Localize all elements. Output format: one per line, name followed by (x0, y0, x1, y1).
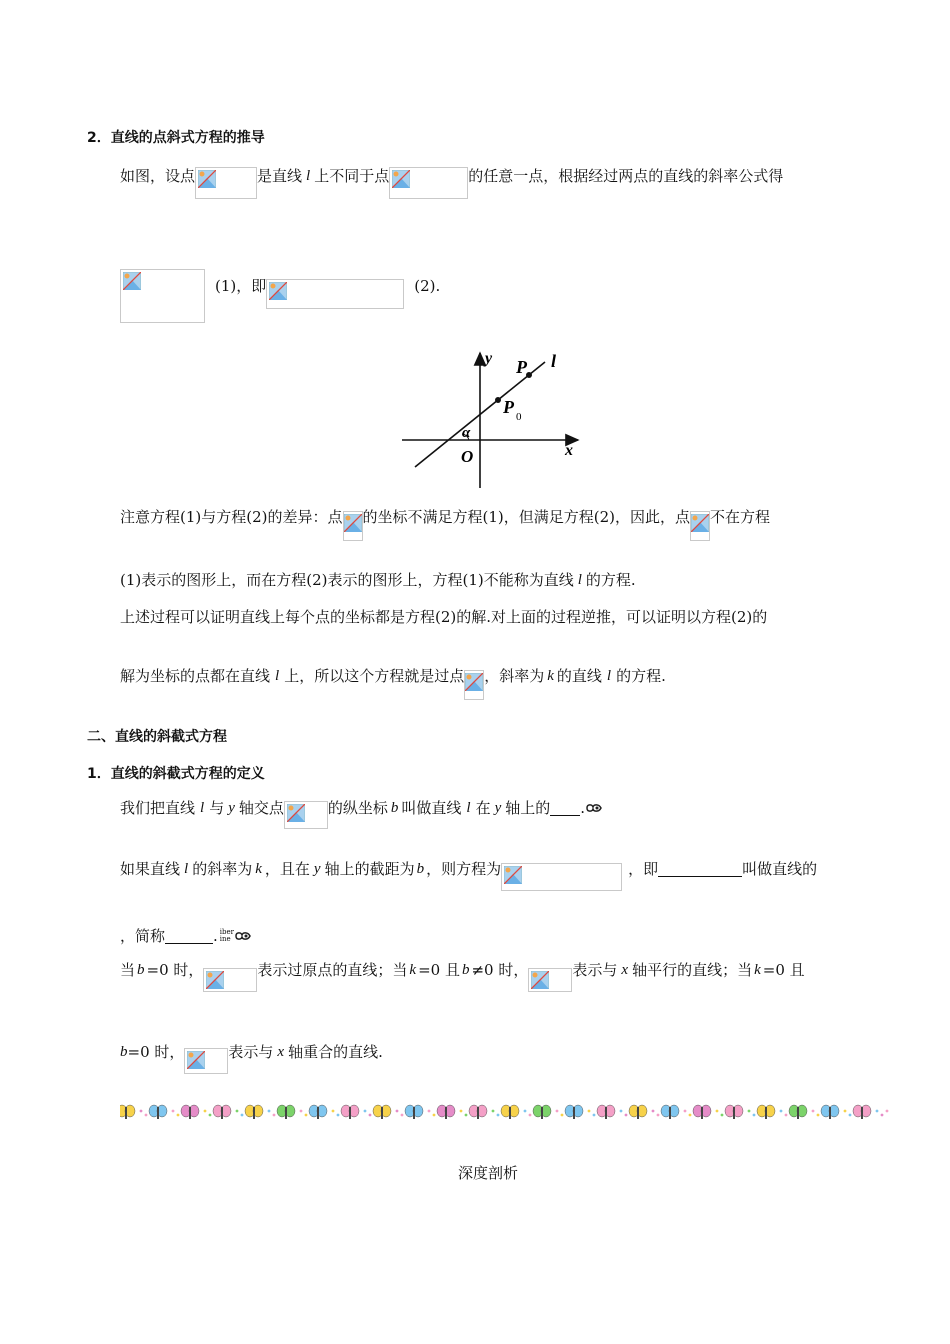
paragraph-line (120, 958, 805, 982)
paragraph-line: 上述过程可以证明直线上每个点的坐标都是方程(2)的解.对上面的过程逆推，可以证明以方程(2)的 (120, 608, 768, 626)
sparkle-dot (812, 1110, 815, 1113)
sparkle-dot (337, 1114, 340, 1117)
broken-image-icon (187, 1051, 205, 1069)
text: 如图，设点 (120, 167, 196, 185)
sparkle-dot (236, 1110, 239, 1113)
butterfly-icon (149, 1105, 167, 1119)
subsection-heading: 1．直线的斜截式方程的定义 (87, 766, 265, 782)
broken-image-icon (465, 673, 483, 691)
math-var: l (184, 861, 189, 877)
text: 如果直线 (120, 860, 181, 878)
text: 当 (120, 961, 136, 979)
fill-blank[interactable] (658, 862, 742, 877)
p0-subscript: 0 (516, 411, 522, 423)
text: ，即 (628, 860, 659, 878)
text: 的方程. (585, 571, 636, 589)
text: 与 (209, 799, 225, 817)
butterfly-icon (437, 1105, 455, 1119)
sparkle-dot (785, 1114, 788, 1117)
text: 的任意一点，根据经过两点的直线的斜率公式得 (468, 167, 784, 185)
sparkle-dot (620, 1110, 623, 1113)
butterfly-icon (501, 1105, 519, 1119)
text: ，简称 (120, 927, 166, 945)
math-var: k (547, 668, 554, 684)
sparkle-dot (332, 1110, 335, 1113)
liberline-logo (220, 929, 234, 943)
paragraph-line (215, 274, 440, 298)
butterfly-icon (725, 1105, 743, 1119)
sparkle-dot (529, 1114, 532, 1117)
sparkle-dot (561, 1114, 564, 1117)
text: 的斜率为 (192, 860, 253, 878)
sparkle-dot (588, 1110, 591, 1113)
logo-text: ine (219, 935, 231, 943)
text: 轴上的截距为 (324, 860, 415, 878)
decorative-border (120, 1100, 890, 1126)
sparkle-dot (593, 1114, 596, 1117)
sparkle-dot (780, 1110, 783, 1113)
butterfly-icon (341, 1105, 359, 1119)
formula-image (195, 167, 257, 199)
section-heading: 二、直线的斜截式方程 (87, 729, 227, 745)
butterfly-icon (853, 1105, 871, 1119)
text: =0 时， (127, 1043, 185, 1061)
formula-image (690, 511, 710, 541)
sparkle-dot (273, 1114, 276, 1117)
math-var: b (390, 800, 399, 816)
sparkle-dot (204, 1110, 207, 1113)
sparkle-dot (716, 1110, 719, 1113)
fill-blank[interactable] (550, 801, 580, 816)
formula-image (284, 801, 328, 829)
broken-image-icon (198, 170, 216, 188)
text: (1)，即 (215, 277, 267, 295)
broken-image-icon (691, 514, 709, 532)
butterfly-icon (821, 1105, 839, 1119)
paragraph-line (120, 505, 770, 529)
paragraph-line (120, 568, 636, 592)
text: ，则方程为 (426, 860, 502, 878)
text: 注意方程(1)与方程(2)的差异：点 (120, 508, 343, 526)
sparkle-dot (844, 1110, 847, 1113)
sparkle-dot (652, 1110, 655, 1113)
sparkle-dot (497, 1114, 500, 1117)
sparkle-dot (396, 1110, 399, 1113)
sparkle-dot (748, 1110, 751, 1113)
text: =0 且 (418, 961, 460, 979)
sparkle-dot (524, 1110, 527, 1113)
logo-text: iber (219, 928, 235, 936)
math-var: y (228, 800, 235, 816)
text: 在 (475, 799, 491, 817)
line-figure (395, 345, 595, 495)
butterfly-icon (565, 1105, 583, 1119)
sparkle-dot (886, 1110, 889, 1113)
text: =0 时， (146, 961, 204, 979)
paragraph-line (120, 796, 603, 820)
text: 的直线 (556, 667, 602, 685)
math-var: k (255, 861, 262, 877)
text: 表示与 (572, 961, 618, 979)
butterfly-icon (533, 1105, 551, 1119)
butterfly-icon (597, 1105, 615, 1119)
text: 轴重合的直线. (288, 1043, 383, 1061)
text: 我们把直线 (120, 799, 196, 817)
text: . (580, 799, 586, 817)
point-p0 (495, 397, 501, 403)
sparkle-dot (369, 1114, 372, 1117)
sparkle-dot (428, 1110, 431, 1113)
text: =0 且 (762, 961, 805, 979)
y-label: y (485, 350, 493, 367)
paragraph-line (120, 664, 666, 688)
link-icon[interactable] (585, 802, 603, 814)
paragraph-line (120, 924, 252, 948)
broken-image-icon (344, 514, 362, 532)
math-var: b (120, 1044, 128, 1060)
sparkle-dot (241, 1114, 244, 1117)
text: 轴平行的直线；当 (632, 961, 753, 979)
butterfly-icon (120, 1105, 135, 1119)
butterfly-icon (181, 1105, 199, 1119)
text: 上不同于点 (314, 167, 390, 185)
sparkle-dot (721, 1114, 724, 1117)
origin-label: O (461, 447, 474, 466)
math-var: b (416, 861, 425, 877)
text: 叫做直线 (401, 799, 462, 817)
butterfly-icon (213, 1105, 231, 1119)
text: 是直线 (257, 167, 303, 185)
sparkle-dot (364, 1110, 367, 1113)
sparkle-dot (849, 1114, 852, 1117)
p-label: P (516, 357, 527, 377)
text: 不在方程 (710, 508, 771, 526)
butterfly-icon (245, 1105, 263, 1119)
text: ≠0 时， (471, 961, 529, 979)
link-icon[interactable] (234, 930, 252, 942)
text: (2). (414, 277, 441, 295)
formula-image (528, 968, 572, 992)
sparkle-dot (145, 1114, 148, 1117)
sparkle-dot (140, 1110, 143, 1113)
butterfly-icon (469, 1105, 487, 1119)
text: 轴交点 (238, 799, 284, 817)
sparkle-dot (657, 1114, 660, 1117)
butterfly-icon (277, 1105, 295, 1119)
sparkle-dot (172, 1110, 175, 1113)
sparkle-dot (401, 1114, 404, 1117)
butterfly-icon (405, 1105, 423, 1119)
butterfly-icon (789, 1105, 807, 1119)
sparkle-dot (556, 1110, 559, 1113)
formula-image (501, 863, 622, 891)
formula-image (266, 279, 404, 309)
broken-image-icon (287, 804, 305, 822)
formula-image (343, 511, 363, 541)
paragraph-line (120, 857, 817, 881)
text: 表示过原点的直线；当 (257, 961, 408, 979)
formula-image (464, 670, 484, 700)
sparkle-dot (465, 1114, 468, 1117)
text: . (213, 927, 218, 945)
sparkle-dot (492, 1110, 495, 1113)
p0-label: P (503, 397, 514, 417)
section-heading: 2．直线的点斜式方程的推导 (87, 130, 265, 146)
math-var: b (137, 962, 145, 978)
broken-image-icon (123, 272, 141, 290)
math-var: l (275, 668, 280, 684)
sparkle-dot (689, 1114, 692, 1117)
sparkle-dot (300, 1110, 303, 1113)
formula-image (120, 269, 205, 323)
math-var: l (306, 168, 311, 184)
x-label: x (565, 442, 573, 459)
math-var: l (200, 800, 205, 816)
paragraph-line (120, 164, 783, 188)
sparkle-dot (177, 1114, 180, 1117)
text: 的方程. (616, 667, 666, 685)
text: 的坐标不满足方程(1)，但满足方程(2)，因此，点 (362, 508, 690, 526)
math-var: k (754, 962, 761, 978)
sparkle-dot (460, 1110, 463, 1113)
sparkle-dot (753, 1114, 756, 1117)
broken-image-icon (531, 971, 549, 989)
butterfly-icon (309, 1105, 327, 1119)
math-var: x (621, 962, 629, 978)
math-var: k (409, 962, 417, 978)
butterfly-icon (693, 1105, 711, 1119)
l-label: l (551, 351, 557, 371)
sparkle-dot (268, 1110, 271, 1113)
math-var: b (461, 962, 470, 978)
sparkle-dot (209, 1114, 212, 1117)
sparkle-dot (684, 1110, 687, 1113)
section-title: 深度剖析 (458, 1164, 519, 1182)
butterfly-icon (373, 1105, 391, 1119)
sparkle-dot (876, 1110, 879, 1113)
text: 表示与 (228, 1043, 274, 1061)
formula-image (203, 968, 257, 992)
butterfly-icon (661, 1105, 679, 1119)
sparkle-dot (817, 1114, 820, 1117)
math-var: y (313, 861, 321, 877)
sparkle-dot (305, 1114, 308, 1117)
math-var: l (466, 800, 471, 816)
text: 叫做直线的 (742, 860, 818, 878)
broken-image-icon (269, 282, 287, 300)
text: (1)表示的图形上，而在方程(2)表示的图形上，方程(1)不能称为直线 (120, 571, 574, 589)
text: ，且在 (264, 860, 310, 878)
fill-blank[interactable] (165, 929, 213, 944)
formula-image (184, 1048, 228, 1074)
sparkle-dot (625, 1114, 628, 1117)
broken-image-icon (206, 971, 224, 989)
text: 轴上的 (505, 799, 551, 817)
butterfly-icon (757, 1105, 775, 1119)
math-var: l (606, 668, 612, 684)
text: 解为坐标的点都在直线 (120, 667, 271, 685)
text: 上，所以这个方程就是过点 (284, 667, 465, 685)
sparkle-dot (433, 1114, 436, 1117)
text: 的纵坐标 (327, 799, 388, 817)
paragraph-line (120, 1040, 383, 1064)
text: ，斜率为 (484, 667, 545, 685)
math-var: l (577, 572, 582, 588)
math-var: y (494, 800, 502, 816)
butterfly-icon (629, 1105, 647, 1119)
alpha-label: α (462, 425, 471, 441)
math-var: x (277, 1044, 285, 1060)
sparkle-dot (881, 1114, 884, 1117)
broken-image-icon (504, 866, 522, 884)
broken-image-icon (392, 170, 410, 188)
formula-image (389, 167, 468, 199)
